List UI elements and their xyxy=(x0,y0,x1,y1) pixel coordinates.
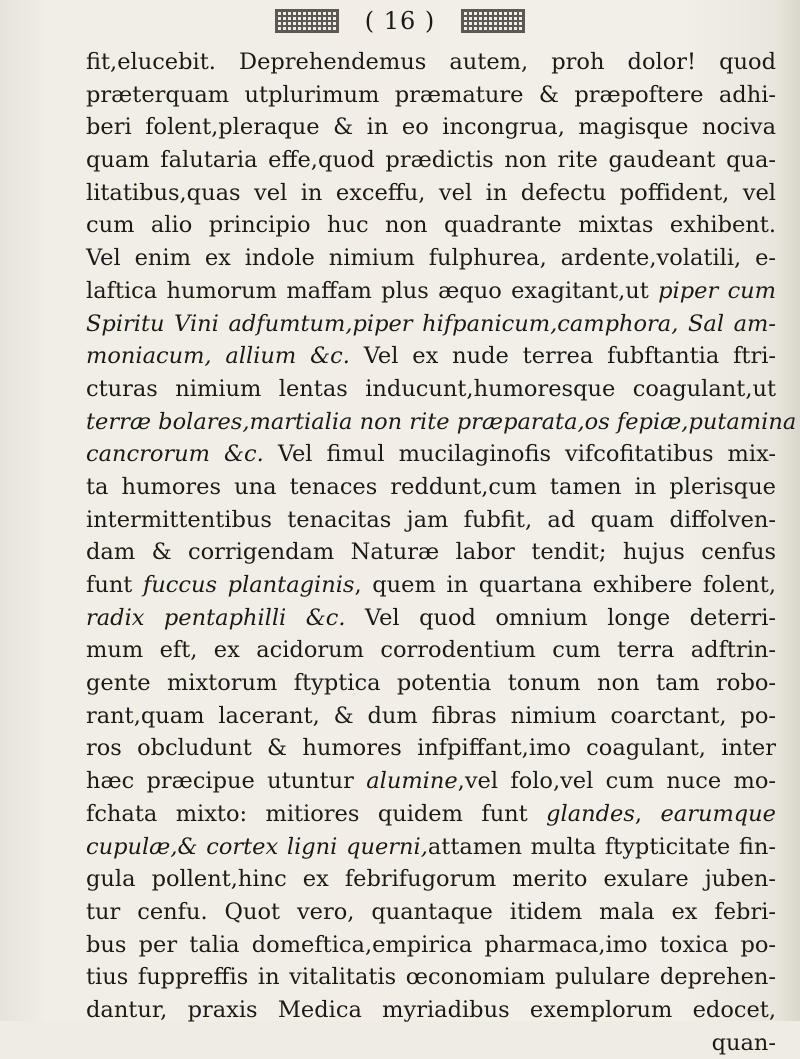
text-line xyxy=(86,602,776,635)
text-segment: quan- xyxy=(711,1029,776,1056)
text-line xyxy=(86,994,776,1027)
body-text xyxy=(86,46,797,1059)
text-segment: gente mixtorum ftyptica potentia tonum non tam robo- xyxy=(86,670,776,697)
italic-text-segment: radix pentaphilli &c. xyxy=(86,604,346,631)
italic-text-segment: moniacum, allium &c. xyxy=(86,343,350,370)
italic-text-segment: alumine xyxy=(366,768,458,795)
left-ornament-icon xyxy=(275,9,339,33)
text-line xyxy=(86,700,776,733)
text-line xyxy=(86,504,776,537)
text-segment: quam falutaria effe,quod prædictis non rite gaudeant qua- xyxy=(86,147,776,174)
text-line xyxy=(86,798,776,831)
text-line xyxy=(86,536,776,569)
text-segment: bus per talia domeftica,empirica pharmaca,imo toxica po- xyxy=(86,931,776,958)
text-segment: attamen multa ftypticitate fin- xyxy=(427,833,776,860)
italic-text-segment: earumque xyxy=(660,800,776,827)
text-segment: dantur, praxis Medica myriadibus exemplorum edocet, xyxy=(86,996,776,1023)
text-segment: Vel quod omnium longe deterri- xyxy=(345,604,776,631)
text-line xyxy=(86,308,776,341)
text-segment: tius fuppreffis in vitalitatis œconomiam pululare deprehen- xyxy=(86,964,776,991)
text-segment: , xyxy=(634,800,661,827)
text-line xyxy=(86,438,776,471)
page-header xyxy=(0,6,800,36)
text-segment: cturas nimium lentas inducunt,humoresque coagulant,ut xyxy=(86,375,776,402)
text-line xyxy=(86,177,776,210)
text-segment: rant,quam lacerant, & dum fibras nimium coarctant, po- xyxy=(86,702,776,729)
text-segment: funt xyxy=(86,572,143,598)
text-segment: litatibus,quas vel in exceffu, vel in defectu poffident, vel xyxy=(86,179,776,206)
italic-text-segment: fuccus plantaginis xyxy=(142,572,355,598)
italic-text-segment: terræ bolares,martialia non rite præparata,os fepiæ,putamina xyxy=(86,408,797,435)
italic-text-segment: cancrorum &c. xyxy=(86,441,264,468)
text-line xyxy=(86,634,776,667)
text-segment: Vel ex nude terrea fubftantia ftri- xyxy=(349,343,777,370)
text-line xyxy=(86,46,776,79)
text-line xyxy=(86,111,776,144)
text-line xyxy=(86,765,776,798)
italic-text-segment: cupulæ,& cortex ligni querni, xyxy=(86,833,428,860)
text-segment: cum alio principio huc non quadrante mixtas exhibent. xyxy=(86,212,776,239)
text-segment: gula pollent,hinc ex febrifugorum merito exulare juben- xyxy=(86,866,776,893)
text-line xyxy=(86,863,776,896)
text-segment: dam & corrigendam Naturæ labor tendit; hujus cenfus xyxy=(86,539,776,566)
page-number: ( 16 ) xyxy=(364,7,436,35)
text-line xyxy=(86,896,776,929)
text-line xyxy=(86,144,776,177)
text-line xyxy=(86,79,776,112)
text-segment: hæc præcipue utuntur xyxy=(86,768,367,795)
text-segment: ros obcludunt & humores infpiffant,imo coagulant, inter xyxy=(86,735,776,762)
text-line xyxy=(86,569,776,602)
text-segment: ,vel folo,vel cum nuce mo- xyxy=(457,768,776,795)
text-segment: laftica humorum maffam plus æquo exagitant,ut xyxy=(86,277,659,304)
text-segment: Vel fimul mucilaginofis vifcofitatibus mix- xyxy=(263,441,776,468)
text-line xyxy=(86,340,776,373)
text-line xyxy=(86,275,776,308)
text-line xyxy=(86,929,776,962)
text-line xyxy=(86,471,776,504)
text-line xyxy=(86,732,776,765)
text-line xyxy=(86,406,797,439)
text-segment: Vel enim ex indole nimium fulphurea, ardente,volatili, e- xyxy=(86,245,776,272)
text-segment: ta humores una tenaces reddunt,cum tamen in plerisque xyxy=(86,473,776,500)
text-line xyxy=(86,1027,776,1059)
right-ornament-icon xyxy=(461,9,525,33)
italic-text-segment: Spiritu Vini adfumtum,piper hifpanicum,camphora, Sal am- xyxy=(86,310,776,337)
text-segment: præterquam utplurimum præmature & præpoftere adhi- xyxy=(86,81,776,108)
text-line xyxy=(86,961,776,994)
text-segment: fchata mixto: mitiores quidem funt xyxy=(86,800,547,827)
text-segment: , quem in quartana exhibere folent, xyxy=(354,572,776,598)
text-line xyxy=(86,209,776,242)
italic-text-segment: glandes xyxy=(546,800,635,827)
text-line xyxy=(86,242,776,275)
text-line xyxy=(86,373,776,406)
text-segment: intermittentibus tenacitas jam fubfit, ad quam diffolven- xyxy=(86,506,776,533)
text-segment: mum eft, ex acidorum corrodentium cum terra adftrin- xyxy=(86,637,776,664)
text-line xyxy=(86,831,776,864)
text-line xyxy=(86,667,776,700)
text-segment: tur cenfu. Quot vero, quantaque itidem mala ex febri- xyxy=(86,898,776,925)
italic-text-segment: piper cum xyxy=(658,277,777,304)
text-segment: beri folent,pleraque & in eo incongrua, magisque nociva xyxy=(86,114,776,141)
text-segment: fit,elucebit. Deprehendemus autem, proh dolor! quod xyxy=(86,49,776,75)
